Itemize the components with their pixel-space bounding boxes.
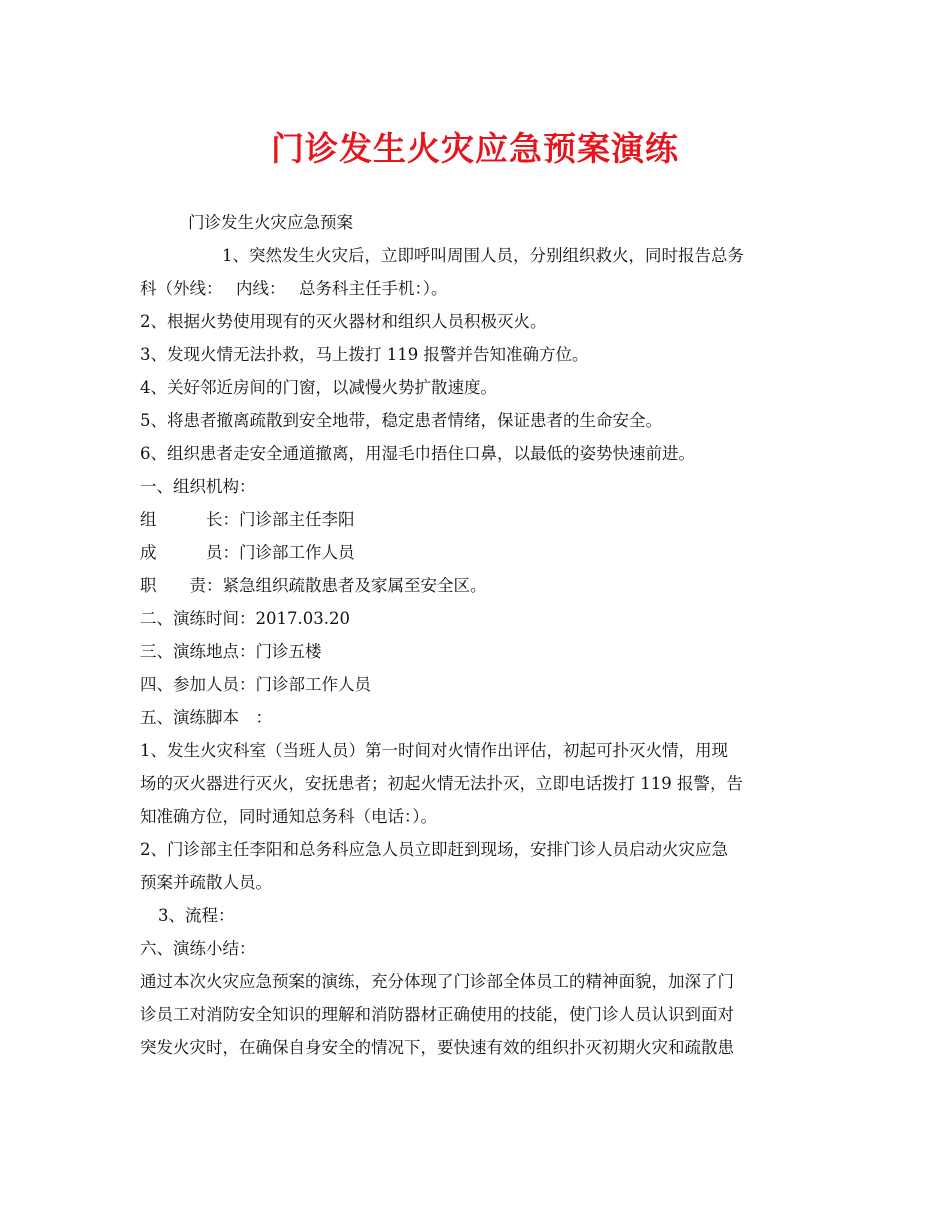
section-heading: 六、演练小结： xyxy=(140,939,256,958)
paragraph-line: 场的灭火器进行灭火，安抚患者；初起火情无法扑灭，立即电话拨打 119 报警，告 xyxy=(140,774,743,793)
paragraph-line: 诊员工对消防安全知识的理解和消防器材正确使用的技能，使门诊人员认识到面对 xyxy=(140,1005,734,1024)
paragraph-line: 2、门诊部主任李阳和总务科应急人员立即赶到现场，安排门诊人员启动火灾应急 xyxy=(140,840,728,859)
section-heading: 二、演练时间：2017.03.20 xyxy=(140,609,350,628)
paragraph-line: 突发火灾时，在确保自身安全的情况下，要快速有效的组织扑灭初期火灾和疏散患 xyxy=(140,1038,734,1057)
paragraph-line: 1、发生火灾科室（当班人员）第一时间对火情作出评估，初起可扑灭火情，用现 xyxy=(140,741,728,760)
paragraph-line: 成 员：门诊部工作人员 xyxy=(140,543,355,562)
paragraph-line: 预案并疏散人员。 xyxy=(140,873,272,892)
paragraph-line: 组 长：门诊部主任李阳 xyxy=(140,510,355,529)
section-heading: 三、演练地点：门诊五楼 xyxy=(140,642,322,661)
paragraph-line: 1、突然发生火灾后，立即呼叫周围人员，分别组织救火，同时报告总务 xyxy=(222,246,744,265)
paragraph-line: 通过本次火灾应急预案的演练，充分体现了门诊部全体员工的精神面貌，加深了门 xyxy=(140,972,734,991)
document-title: 门诊发生火灾应急预案演练 xyxy=(271,129,679,168)
paragraph-line: 职 责：紧急组织疏散患者及家属至安全区。 xyxy=(140,576,487,595)
paragraph-line: 6、组织患者走安全通道撤离，用湿毛巾捂住口鼻，以最低的姿势快速前进。 xyxy=(140,444,695,463)
paragraph-line: 科（外线： 内线： 总务科主任手机：）。 xyxy=(140,279,448,298)
section-heading: 一、组织机构： xyxy=(140,477,256,496)
paragraph-line: 3、发现火情无法扑救，马上拨打 119 报警并告知准确方位。 xyxy=(140,345,589,364)
paragraph-line: 4、关好邻近房间的门窗，以减慢火势扩散速度。 xyxy=(140,378,497,397)
section-heading: 五、演练脚本 ： xyxy=(140,708,272,727)
paragraph-line: 5、将患者撤离疏散到安全地带，稳定患者情绪，保证患者的生命安全。 xyxy=(140,411,662,430)
paragraph-line: 3、流程： xyxy=(158,906,235,925)
paragraph-line: 知准确方位，同时通知总务科（电话：）。 xyxy=(140,807,437,826)
paragraph-line: 2、根据火势使用现有的灭火器材和组织人员积极灭火。 xyxy=(140,312,547,331)
document-body xyxy=(140,206,816,1064)
plan-subtitle: 门诊发生火灾应急预案 xyxy=(188,213,353,232)
section-heading: 四、参加人员：门诊部工作人员 xyxy=(140,675,371,694)
